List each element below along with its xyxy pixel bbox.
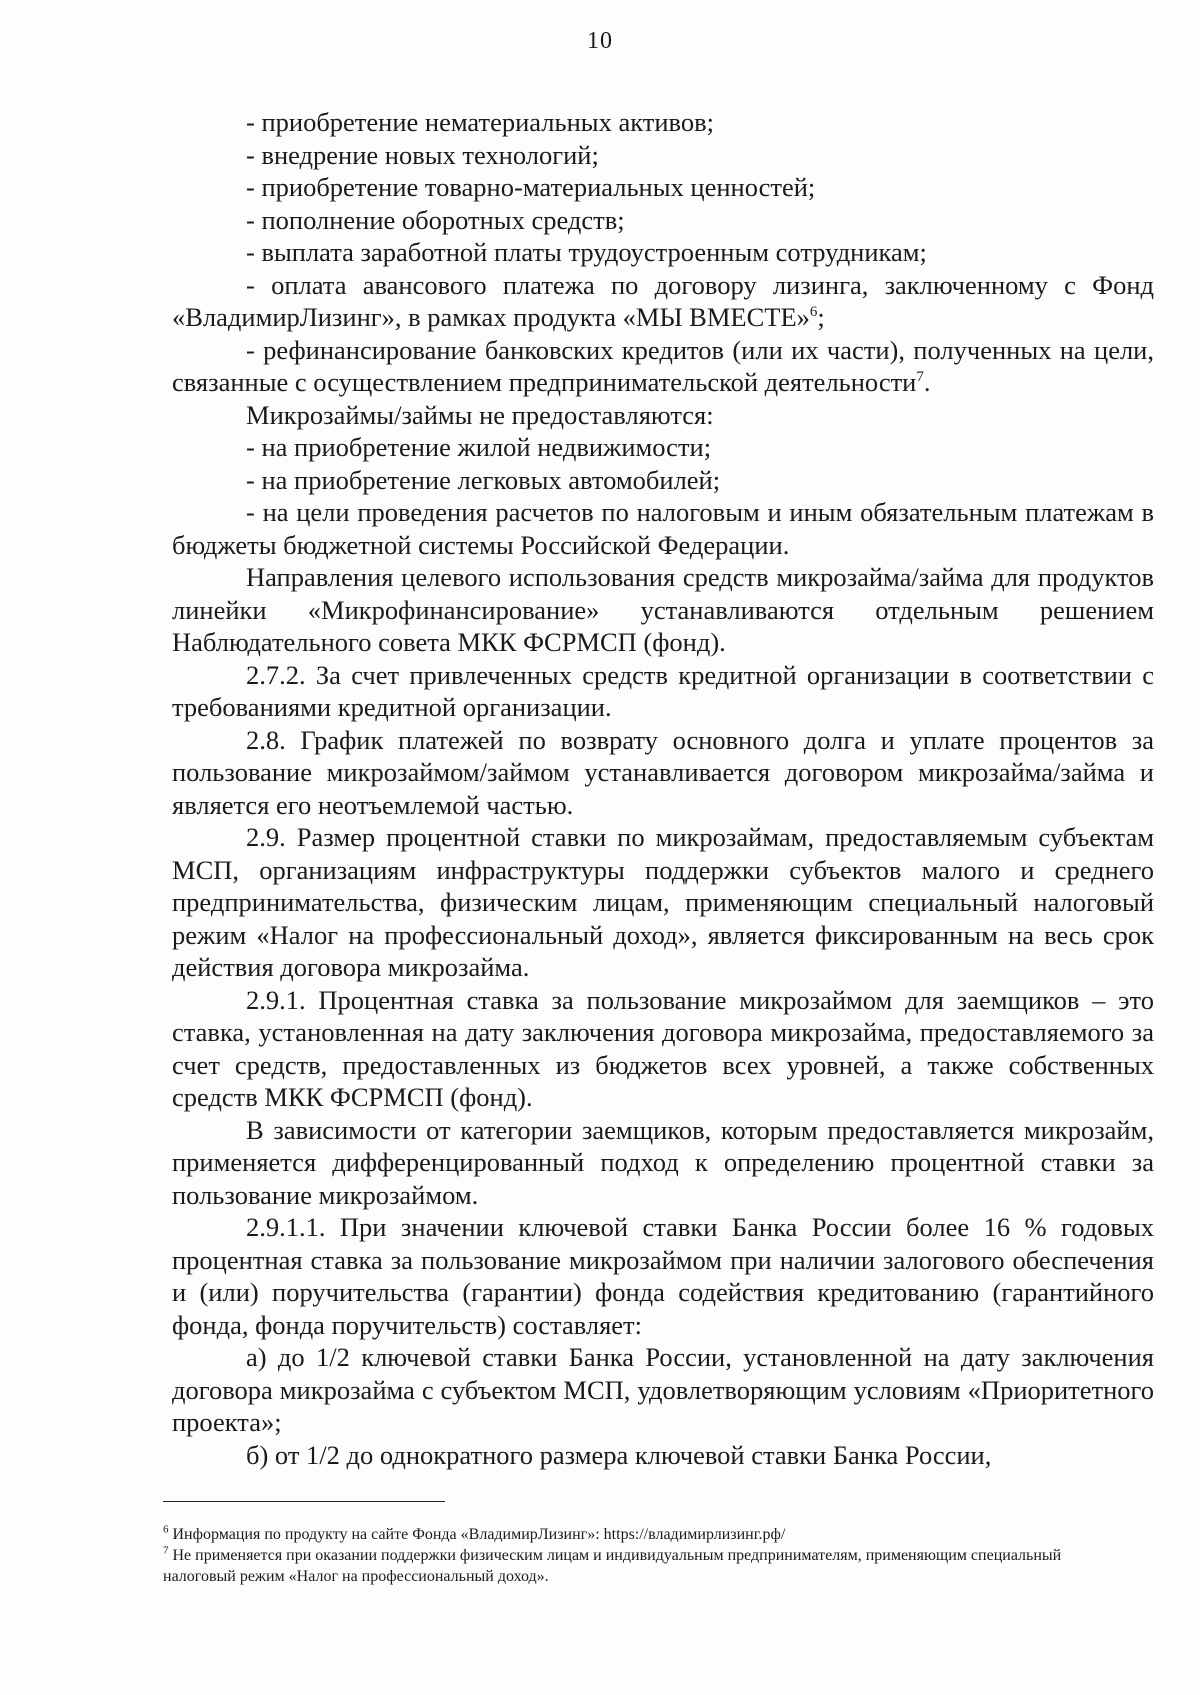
paragraph-text: - оплата авансового платежа по договору лизинга, заключенному с Фонд «ВладимирЛизинг», в рамках продукта «МЫ ВМЕСТЕ» — [172, 269, 1154, 332]
paragraph: - пополнение оборотных средств; — [246, 204, 625, 235]
paragraph: Микрозаймы/займы не предоставляются: — [246, 399, 714, 430]
paragraph: - на приобретение жилой недвижимости; — [246, 432, 712, 462]
footnote-text: Не применяется при оказании поддержки физическим лицам и индивидуальным предпринимателям, применяющим специальный налоговый режим «Налог на профессиональный доход». — [163, 1547, 1062, 1585]
paragraph: В зависимости от категории заемщиков, которым предоставляется микрозайм, применяется дифференцированный подход к определению процентной ставки за пользование микрозаймом. — [172, 1114, 1154, 1210]
paragraph-punct: . — [923, 367, 931, 397]
footnote-ref: 7 — [916, 369, 924, 386]
paragraph — [172, 269, 1154, 334]
paragraph: 2.8. График платежей по возврату основного долга и уплате процентов за пользование микрозаймом/займом устанавливается договором микрозайма/займа и является его неотъемлемой частью. — [172, 724, 1154, 820]
paragraph: - выплата заработной платы трудоустроенным сотрудникам; — [246, 237, 927, 267]
paragraph: 2.7.2. За счет привлеченных средств кредитной организации в соответствии с требованиями кредитной организации. — [172, 659, 1154, 722]
page-number: 10 — [587, 28, 613, 54]
document-body — [172, 106, 1154, 1471]
footnote — [163, 1545, 1123, 1587]
paragraph: Направления целевого использования средств микрозайма/займа для продуктов линейки «Микрофинансирование» устанавливаются отдельным решением Наблюдательного совета МКК ФСРМСП (фонд). — [172, 562, 1154, 657]
paragraph-punct: ; — [817, 302, 825, 332]
footnote-marker: 6 — [163, 1523, 169, 1536]
paragraph: 2.9.1. Процентная ставка за пользование микрозаймом для заемщиков – это ставка, установленная на дату заключения договора микрозайма, предоставляемого за счет средств, предоставленных из бюджетов всех уровней, а также собственных средств МКК ФСРМСП (фонд). — [172, 984, 1154, 1112]
paragraph-text: - рефинансирование банковских кредитов (или их части), полученных на цели, связанные с осуществлением предпринимательской деятельности — [172, 334, 1154, 397]
paragraph: 2.9.1.1. При значении ключевой ставки Банка России более 16 % годовых процентная ставка за пользование микрозаймом при наличии залогового обеспечения и (или) поручительства (гарантии) фонда содействия кредитованию (гарантийного фонда, фонда поручительств) составляет: — [172, 1212, 1154, 1340]
footnote-separator — [163, 1501, 445, 1502]
paragraph: а) до 1/2 ключевой ставки Банка России, установленной на дату заключения договора микрозайма с субъектом МСП, удовлетворяющим условиям «Приоритетного проекта»; — [172, 1342, 1154, 1437]
footnotes — [163, 1501, 1123, 1587]
paragraph: - внедрение новых технологий; — [246, 139, 599, 170]
paragraph: б) от 1/2 до однократного размера ключевой ставки Банка России, — [246, 1439, 992, 1470]
paragraph: 2.9. Размер процентной ставки по микрозаймам, предоставляемым субъектам МСП, организациям инфраструктуры поддержки субъектов малого и среднего предпринимательства, физическим лицам, применяющим специальный налоговый режим «Налог на профессиональный доход», является фиксированным на весь срок действия договора микрозайма. — [172, 822, 1154, 982]
paragraph — [172, 334, 1154, 399]
footnote-text: Информация по продукту на сайте Фонда «ВладимирЛизинг»: https://владимирлизинг.рф/ — [168, 1526, 786, 1543]
footnote-ref: 6 — [809, 304, 818, 321]
footnote-marker: 7 — [163, 1544, 169, 1557]
paragraph: - приобретение товарно-материальных ценностей; — [246, 172, 816, 202]
paragraph: - приобретение нематериальных активов; — [246, 107, 714, 137]
paragraph: - на цели проведения расчетов по налоговым и иным обязательным платежам в бюджеты бюджетной системы Российской Федерации. — [172, 497, 1154, 560]
paragraph: - на приобретение легковых автомобилей; — [246, 464, 721, 495]
footnote — [163, 1524, 1123, 1545]
